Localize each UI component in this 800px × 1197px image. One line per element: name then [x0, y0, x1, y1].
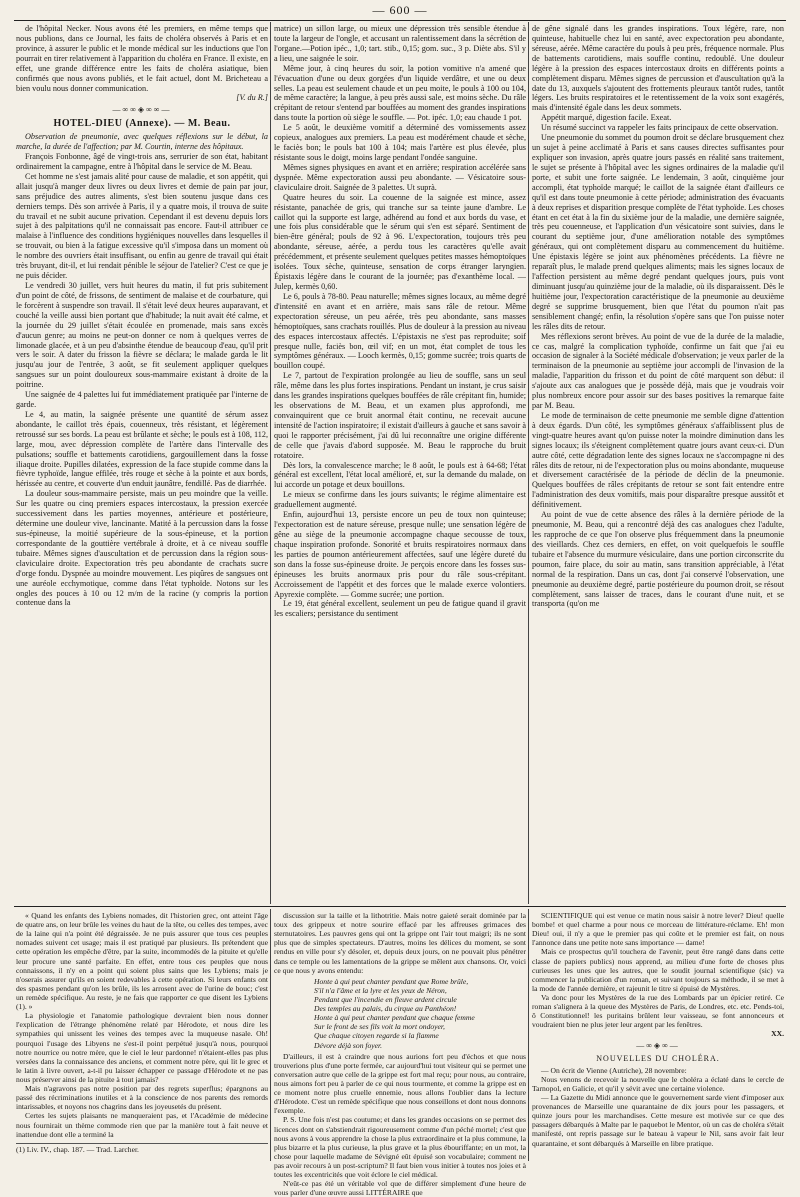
ornament-divider: —∞∞◈∞∞—: [112, 105, 172, 115]
poem-line: Pendant que l'incendie en fleuve ardent circule: [314, 994, 457, 1004]
poem: [314, 977, 526, 1050]
paragraph: Le 7, partout de l'expiration prolongée au lieu de souffle, sans un seul râle, même dans les plus fortes inspirations. Pendant un instant, je crus saisir dans les grandes inspirations quelques bouffées de râle crépitant fin, humide; les observations de M. Beau, et un examen plus approfondi, me convainquirent que ce bruit anormal était continu, ne recevait aucune intensité de l'action inspiratoire; il existait d'ailleurs à gauche et sans savoir à quoi le rapporter précisément, j'ai dû lui reconnaître une origine différente de celle que j'avais d'abord supposée. M. Beau le rapproche du bruit rotatoire.: [274, 371, 526, 460]
column-divider: [270, 22, 271, 904]
paragraph: SCIENTIFIQUE qui est venue ce matin nous saisir à notre lever? Dieu! quelle bombe! et quel charme a pour nous ce morceau de littérature-réclame. Eh! mon Dieu! oui, il n'y a que le premier pas qui coûte et le premier est fait, on nous l'annonce dans une petite note sans importance — dame!: [532, 911, 784, 948]
paragraph: Le 5 août, le deuxième vomitif a déterminé des vomissements assez copieux, analogues aux premiers. La peau est modérément chaude et sèche, le faciès bon; le pouls bat 100 à 104; mais l'artère est plus élevée, plus résistante sous le doigt, moins large pendant l'ondée sanguine.: [274, 123, 526, 162]
column-divider: [528, 909, 529, 1161]
paragraph: Mais ce prospectus qu'il touchera de l'avenir, peut être rangé dans dans cette classe de papiers publics) nous apprend, au milieu d'une forte de choses plus curieuses les unes que les autres, que le soudit journal scientifique (sic) va commencer la publication d'un roman, et suivant toujours sa méthode, il se met à la mode de l'année dernière, et rajeunit le titre si épuisé de Mystères.: [532, 947, 784, 993]
paragraph: Quatre heures du soir. La couenne de la saignée est mince, assez résistante, panachée de gris, qui tranche sur sa teinte jaune d'ambre. Le caillot qui la supporte est large, adhérend au fond et aux bords du vase, et une fois plus considérable que le sérum qui s'en est séparé. Sentiment de bien-être général; pouls de 92 à 96. L'expectoration, toujours très peu abondante, séreuse, aérée, a perdu tous les caractères qu'elle avait précédemment, et présente seulement quelques petites masses hémoptoïques isolées. Toux sèche, quinteuse, sensation de corps étranger laryngien. Épistaxis légère dans le courant de la journée; pas d'exanthème local. — Julep, kermès 0,60.: [274, 192, 526, 291]
poem-line: S'il n'a l'âme et la lyre et les yeux de Néron,: [314, 985, 447, 995]
paragraph: Une saignée de 4 palettes lui fut immédiatement pratiquée par l'interne de garde.: [16, 390, 268, 410]
column-3: [532, 24, 784, 904]
paragraph: Le mieux se confirme dans les jours suivants; le régime alimentaire est graduellement augmenté.: [274, 490, 526, 510]
paragraph: Va donc pour les Mystères de la rue des Lombards par un épicier retiré. Ce roman s'alignera à la queue des Mystères de Paris, de Londres, etc. etc. Pends-toi, ô Constitutionnel! les puritains brûlent leur vaisseau, se font annonceurs et voudraient bien ne plus jeter leur argent par les fenêtres.: [532, 992, 784, 1030]
section-heading: HOTEL-DIEU (Annexe). — M. Beau.: [53, 118, 231, 130]
intro-paragraph: de l'hôpital Necker. Nous avons été les premiers, en même temps que nous publions, dans ce Journal, les faits de choléra observés à Paris et en province, à assurer le public et le monde médical sur les inductions que l'on pourrait en tirer relativement à l'apparition du choléra en France. Il existe, en effet, une grande différence entre les faits de choléra asiatique, bien confirmés que nous avons publiés, et le fait actuel, dont M. Bricheteau a bien voulu nous donner communication.: [16, 24, 268, 93]
poem-line: Honte à qui peut chanter pendant que Rome brûle,: [314, 976, 469, 986]
feuilleton-column-1: [16, 911, 268, 1161]
top-rule: [14, 20, 786, 21]
paragraph: Au point de vue de cette absence des râles à la dernière période de la pneumonie, M. Beau, qui a rencontré déjà des cas analogues chez l'adulte, les rapproche de ce que l'on observe plus fréquemment dans la pneumonie des vieillards. Chez ces derniers, en effet, on voit quelquefois le souffle tubaire et l'absence du murmure vésiculaire, dans une portion circonscrite du poumon, faire place, du soir au matin, sans transition appréciable, à l'état normal de la respiration. Dans un cas, dont j'ai conservé l'observation, une pneumonie au deuxième degré, partie postérieure du poumon droit, se résout complètement, sans laisser de traces, dans le courant d'une nuit, et se transporta (qu'on me: [532, 510, 784, 609]
poem-line: Des temples au palais, du cirque au Panthéon!: [314, 1004, 457, 1014]
paragraph: Le 6, pouls à 78-80. Peau naturelle; mêmes signes locaux, au même degré d'intensité en avant et en arrière, mais sans râle de retour. Même expectoration séreuse, un peu aérée, très peu abondante, sans masses hémoptoïques, sans crachats rouillés. Plus de douleur à la pression au niveau des espaces intercostaux affectés. L'épistaxis ne s'est pas reproduite; soif presque nulle, faciès bon, œil vif; en un mot, état complet de tous les symptômes généraux. — Looch kermès, 0,15; gomme sucrée; trois quarts de bouillon coupé.: [274, 291, 526, 371]
paragraph: Mêmes signes physiques en avant et en arrière; respiration accélérée sans dyspnée. Même expectoration aussi peu abondante. — Vésicatoire sous-claviculaire droit. Saignée de 3 palettes. Ut suprà.: [274, 162, 526, 192]
news-heading: NOUVELLES DU CHOLÉRA.: [596, 1054, 720, 1064]
paragraph: Le 19, état général excellent, seulement un peu de fatigue quand il gravit les escaliers; persistance du sentiment: [274, 599, 526, 619]
ornament-divider: —∞◈∞—: [636, 1040, 680, 1050]
footnote: (1) Liv. IV., chap. 187. — Trad. Larcher.: [16, 1143, 268, 1154]
paragraph: Le mode de terminaison de cette pneumonie me semble digne d'attention à deux égards. D'un côté, les symptômes généraux s'affaiblissent plus de vingt-quatre heures avant qu'on puisse noter la moindre diminution dans les signes locaux; ils s'éteignent complètement quatre jours avant ceux-ci. D'un autre côté, cette dégradation lente des signes locaux ne s'accompagne ni des râles dits de retour, ni de l'expectoration plus ou moins abondante, muqueuse et diversement caractérisée de la période de déclin de la pneumonie. Quelques bouffées de râles crépitants de retour se sont fait entendre entre l'administration des deux vomitifs, mais pour disparaître presque aussitôt et définitivement.: [532, 410, 784, 510]
feuilleton-rule: [14, 906, 786, 907]
paragraph: La douleur sous-mammaire persiste, mais un peu moindre que la veille. Sur les quatre ou cinq premiers espaces intercostaux, la pression exercée successivement dans les parties moyennes, antérieure et postérieure, détermine une douleur vive, lancinante. Matité à la percussion dans la fosse sus-épineuse, la moitié supérieure de la sous-épineuse, et la portion correspondante de la gouttière vertébrale à droite, et à ce niveau souffle tubaire. Mêmes signes d'auscultation et de percussion dans la région sous-claviculaire droite. Expectoration très peu abondante de crachats sucre d'orge fondu. Dyspnée au moindre mouvement. Les piqûres de sangsues ont une auréole ecchymotique, comme dans l'état typhoïde. Notons sur les ongles des pouces à 10 ou 12 m/m de la racine (y compris la portion contenue dans la: [16, 489, 268, 608]
page-number: — 600 —: [372, 3, 428, 17]
paragraph: « Quand les enfants des Lybiens nomades, dit l'historien grec, ont atteint l'âge de quatre ans, on leur brûle les veines du haut de la tête, ou celles des tempes, avec de la laine qui n'a point été dégraissée. Je ne puis assurer que tous ces peuples nomades suivent cet usage; mais il est pratiqué par plusieurs. Ils prétendent que cette opération les empêche d'être, par la suite, incommodés de la pituite et qu'elle leur procure une santé parfaite. En effet, entre tous ces peuples que nous connaissons, il n'y en a point qui soient plus sains que les Lybiens; mais je n'oserais assurer qu'ils en soient redevables à cette opération. Si leurs enfants ont des spasmes pendant qu'on les brûle, ils les arrosent avec de l'urine de bouc; c'est un remède spécifique. Au reste, je ne fais que rapporter ce que disent les Lybiens (1). »: [16, 911, 268, 1012]
paragraph: discussion sur la taille et la lithotritie. Mais notre gaieté serait dominée par la toux des grippeux et notre sourire effacé par les affreuses grimaces des sternutatoires. Les pauvres gens qui ont la grippe ont l'air tout maigri; ils ne sont plus que de simples spectateurs. D'autres, moins les délices du moment, se sont rendus en ville pour s'y désoler, et, depuis deux jours, on ne pouvait plus pénétrer dans ce temple ou les lamentations de la grippe se mêlent aux chansons. Or, voici ce que nous y avons entendu:: [274, 911, 526, 975]
paragraph: Appétit marqué, digestion facile. Exeat.: [541, 113, 672, 123]
poem-line: Sur le front de ses fils voit la mort ondoyer,: [314, 1022, 445, 1032]
paragraph: Même jour, à cinq heures du soir, la potion vomitive n'a amené que l'évacuation d'une ou deux gorgées d'un liquide verdâtre, et une ou deux selles. La peau est seulement chaude et un peu moite, le pouls à 100 ou 104, de même caractère; la langue, à peu près aussi sale, est moins sèche. Du râle crépitant de retour s'entend par bouffées au moment des grandes inspirations dans toute la portion où siège le souffle. — Pot. ipéc. 1,0; eau chaude 1 pot.: [274, 63, 526, 123]
column-2: [274, 24, 526, 904]
column-divider: [270, 909, 271, 1161]
paragraph: Certes les sujets plaisants ne manqueraient pas, et l'Académie de médecine nous fournirait un thème commode rien que par la manière tout à fait neuve et inattendue dont elle a terminé la: [16, 1111, 268, 1139]
paragraph: Une pneumonie du sommet du poumon droit se déclare brusquement chez un sujet à peine acclimaté à Paris et sans causes directes suffisantes pour expliquer son invasion, après quatre jours passés en réalité sans traitement, le sujet se présente à l'hôpital avec les signes ordinaires de la maladie qu'il porte, et subit une forte saignée. Le lendemain, 3 août, cinquième jour accompli, état typhoïde marqué; le caillot de la saignée étant d'ailleurs ce qu'il est dans toute pneumonie à cette période; administration des évacuants à deux reprises et disparition presque complète de l'état typhoïde. Les choses étant en cet état à la fin du sixième jour de la maladie, une dernière saignée, très peu couenneuse, et l'application d'un vésicatoire sont suivies, dans le courant du septième jour, d'une amélioration notable des symptômes généraux, qui ont complètement disparu au commencement du huitième. Une épistaxis légère se joint aux phénomènes précédents. La fièvre ne reparaît plus, le malade prend quelques aliments; mais les signes locaux de l'affection persistent au même degré pendant quelques jours, puis vont diminuant jusqu'au quinzième jour de la maladie, où ils disparaissent. Dès le huitième jour, l'expectoration caractéristique de la pneumonie au deuxième degré se supprime brusquement, bien que l'état du poumon n'ait pas sensiblement changé; enfin, la résolution s'opère sans que l'on puisse noter les râles dits de retour.: [532, 133, 784, 331]
paragraph: Un résumé succinct va rappeler les faits principaux de cette observation.: [541, 123, 779, 133]
paragraph: Le 4, au matin, la saignée présente une quantité de sérum assez abondante, le caillot très épais, couenneux, très résistant, et légèrement retroussé sur ses bords. La peau est brûlante et sèche; le pouls est à 108, 112, large, mou, avec dépression complète de l'artère dans l'intervalle des pulsations; souffle et battements carotidiens, gargouillement dans la fosse iliaque droite. Pupilles dilatées, expression de la face stupide comme dans la fièvre typhoïde, langue effilée, très rouge et sèche à la pointe et aux bords, hérissée au centre, et couverte d'un enduit jaunâtre, fendillé. Pas de diarrhée.: [16, 409, 268, 489]
column-1: [16, 24, 268, 904]
feuilleton-column-2: [274, 911, 526, 1197]
intro-signature: [V. du R.]: [236, 93, 268, 103]
paragraph: Le vendredi 30 juillet, vers huit heures du matin, il fut pris subitement d'un point de côté, de frissons, de sentiment de malaise et de courbature, qui le forcèrent à suspendre son travail. Il s'était levé deux heures auparavant, et couché la veille aussi bien portant que d'habitude; la nuit avait été calme, et la journée du 29 juillet s'était écoulée en promenade, mais sans excès d'aucun genre; au moins ne peut-on donner ce nom à quelques verres de limonade glacée, et à un peu d'absinthe étendue de beaucoup d'eau, qu'il prit vers le soir. A dater du frisson la fièvre se déclara; le malade garda le lit jusqu'au jour de l'entrée, 3 août, se fit seulement appliquer quelques sangsues sur un point douloureux sous-mammaire existant à droite de la poitrine.: [16, 280, 268, 390]
poem-line: Dévore déjà son foyer.: [314, 1040, 383, 1050]
paragraph: Cet homme ne s'est jamais alité pour cause de maladie, et son appétit, qui allait jusqu'à manger deux livres ou deux livres et demie de pain par jour, sans préjudice des autres aliments, s'est bien soutenu jusque dans ces derniers temps. Dès son arrivée à Paris, il y a quatre mois, il trouva de suite du travail et ne subit aucune privation. Cependant il est devenu depuis lors sujet à des palpitations qu'il ne connaissait pas encore. Faut-il attribuer ce malaise à l'influence des conditions hygiéniques nouvelles dans lesquelles il se trouvait, ou bien à la fatigue excessive qu'il s'imposa dans un moment où le nombre des ouvriers était insuffisant, ou enfin au genre de travail qui était très bruyant, dit-il, et lui rendait pénible le séjour de l'atelier? C'est ce que je ne puis décider.: [16, 171, 268, 281]
poem-line: Honte à qui peut chanter pendant que chaque femme: [314, 1013, 475, 1023]
paragraph: N'eût-ce pas été un véritable vol que de différer simplement d'une heure de vous parler d'une œuvre aussi LITTÉRAIRE que: [274, 1179, 526, 1197]
paragraph: P. S. Une fois n'est pas coutume; et dans les grandes occasions on se permet des licences dont on s'abstiendrait rigoureusement comme d'un péché mortel; c'est que nous avons à vous apprendre la chose la plus extraordinaire et la plus commune, la plus bizarre et la plus curieuse, la plus grave et la plus ébouriffante; en un mot, la chose pour laquelle madame de Sévigné eût épuisé son vocabulaire; comment ne pas avoir recours à un post-scriptum? Il faut bien vous initier à toutes nos joies et à toutes les excentricités que voit éclore le ciel médical.: [274, 1115, 526, 1180]
paragraph: Dès lors, la convalescence marche; le 8 août, le pouls est à 64-68; l'état général est excellent, l'état local amélioré, et, sur la demande du malade, on lui accorde un potage et deux bouillons.: [274, 460, 526, 490]
column-divider: [528, 22, 529, 904]
poem-line: Que chaque citoyen regarde si la flamme: [314, 1031, 439, 1041]
observation-subtitle: Observation de pneumonie, avec quelques réflexions sur le début, la marche, la durée de l'affection; par M. Courtin, interne des hôpitaux.: [16, 132, 268, 152]
paragraph: Nous venons de recevoir la nouvelle que le choléra a éclaté dans le cercle de Tarnopol, en Galicie, et qu'il y sévit avec une certaine violence.: [532, 1074, 784, 1093]
paragraph: — La Gazette du Midi annonce que le gouvernement sarde vient d'imposer aux provenances de Marseille une quarantaine de dix jours pour les passagers, et quinze jours pour les marchandises. Cette mesure est motivée sur ce que des passagers débarqués à Malte par le paquebot le Mentor, où un cas de choléra s'était manifesté, ont repris passage sur le bateau à vapeur le Nil, sans avoir fait leur quarantaine, et sont débarqués à Marseille en libre pratique.: [532, 1093, 784, 1148]
paragraph: La physiologie et l'anatomie pathologique devraient bien nous donner l'explication de l'étrange phénomène relaté par Hérodote, et nous dire les sympathies qui unissent les veines des tempes avec la muqueuse nasale. Oh! pourquoi l'usage des Libyens ne s'est-il point perpétué jusqu'à nous, pourquoi notre nourrice ou notre mère, que le ciel le leur pardonne! n'étaient-elles pas plus versées dans la connaissance des anciens, et comment notre père, qui lit le grec et le latin à livre ouvert, a-t-il pu laisser échapper ce passage d'Hérodote et ne pas nous préserver ainsi de la pituite à tout jamais?: [16, 1011, 268, 1084]
feuilleton-signature: XX.: [771, 1029, 784, 1039]
paragraph: Enfin, aujourd'hui 13, persiste encore un peu de toux non quinteuse; l'expectoration est de nature séreuse, presque nulle; une sensation légère de gêne au siège de la pneumonie accompagne chaque secousse de toux, chaque inspiration profonde. Sonorité et bruits respiratoires normaux dans les parties de poumon antérieurement affectées, sauf une légère dureté du son dans la fosse sus-épineuse droite. Je perçois encore dans les fosses sus-épineuses les bruits anormaux pris pour du râle sous-crépitant. Accroissement de l'appétit et des forces que le malade exerce volontiers. Apyrexie complète. — Gomme sucrée; une portion.: [274, 510, 526, 599]
paragraph: de gêne signalé dans les grandes inspirations. Toux légère, rare, non quinteuse, habituelle chez lui en santé, avec expectoration peu abondante, séreuse, aérée. Même caractère du pouls à peu près, fréquence normale. Plus de battements carotidiens, mais souffle continu, redoublé. Une douleur légère à la pression des espaces intercostaux droits en différents points a complètement disparu. Mêmes signes de percussion et d'auscultation qu'à la date du 13, auxquels s'ajoutent des frottements pleuraux tantôt rudes, tantôt légers. Les bruits respiratoires et le retentissement de la voix sont exagérés, mais d'intensité égale dans les deux sommets.: [532, 24, 784, 113]
paragraph: — On écrit de Vienne (Autriche), 28 novembre:: [541, 1065, 687, 1075]
paragraph: Mais n'agravons pas notre position par des regrets superflus; épargnons au passé des récriminations inutiles et à la conscience de nos parents des remords intarissables, et noyons nos chagrins dans les joyeusetés du présent.: [16, 1084, 268, 1112]
paragraph: matrice) un sillon large, ou mieux une dépression très sensible étendue à toute la largeur de l'ongle, et accusant un ralentissement dans la sécrétion de l'organe.—Potion ipéc., 1,0; tart. stib., 0,15; gom. suc., 3 p. Diète abs. S'il y a lieu, une saignée le soir.: [274, 24, 526, 63]
paragraph: Mes réflexions seront brèves. Au point de vue de la durée de la maladie, ce cas, malgré la complication typhoïde, confirme un fait que j'ai eu occasion de signaler à la Société médicale d'observation; je veux parler de la terminaison de la pneumonie au septième jour accompli de l'invasion de la maladie, l'apparition du frisson et du point de côté marquent son début: il s'ajoute aux cas analogues que je possède déjà, mais que je voudrais voir plus nombreux encore pour assoir sur des bases positives la remarque faite par M. Beau.: [532, 331, 784, 411]
paragraph: D'ailleurs, il est à craindre que nous aurions fort peu d'échos et que nous trouverions plus d'une porte fermée, car aujourd'hui tout visiteur qui se permet une conversation autre que celle de la grippe est fort mal reçu; pour nous, au contraire, nous aimons fort peu à parler de ce qui nous tourmente, et comme la grippe est en ce moment notre plus cruelle ennemie, nous allons l'oublier dans la lecture d'Hérodote. C'est un remède spécifique que nous conseillons et dont nous donnons l'exemple.: [274, 1051, 526, 1116]
feuilleton-column-3: [532, 911, 784, 1161]
paragraph: François Fonbonne, âgé de vingt-trois ans, serrurier de son état, habitant ordinairement la campagne, entre à l'hôpital dans le service de M. Beau.: [16, 151, 268, 171]
